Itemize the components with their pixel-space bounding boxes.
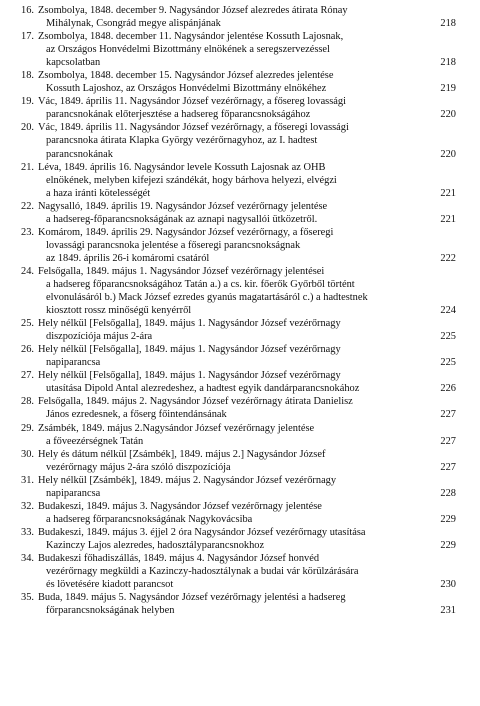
entry-number: 17.	[21, 31, 34, 43]
entry-number: 20.	[21, 122, 34, 134]
entry-number: 21.	[21, 161, 34, 173]
page-number: 227	[440, 461, 456, 473]
entry-title-line: a hadsereg főrparancsnokságának Nagykovácsiba	[46, 513, 253, 525]
entry-title-line: Komárom, 1849. április 29. Nagysándor József vezérőrnagy, a főseregi	[38, 226, 334, 238]
toc-entry	[0, 121, 480, 160]
toc-entry	[0, 95, 480, 121]
entry-number: 28.	[21, 396, 34, 408]
entry-title-line: Budakeszi, 1849. május 3. éjjel 2 óra Nagysándor József vezérőrnagy utasítása	[38, 526, 366, 538]
page-number: 229	[440, 513, 456, 525]
entry-title-line: Felsőgalla, 1849. május 2. Nagysándor József vezérőrnagy átirata Danielisz	[38, 396, 353, 408]
entry-title-line: Zsombolya, 1848. december 11. Nagysándor jelentése Kossuth Lajosnak,	[38, 31, 344, 43]
toc-entry	[0, 395, 480, 421]
entry-number: 25.	[21, 318, 34, 330]
toc-entry	[0, 200, 480, 226]
page-number: 221	[440, 187, 456, 199]
page-number: 226	[440, 383, 456, 395]
entry-title-line: vezérőrnagy május 2-ára szóló diszpozíciója	[46, 461, 231, 473]
entry-number: 35.	[21, 592, 34, 604]
entry-title-line: Hely és dátum nélkül [Zsámbék], 1849. május 2.] Nagysándor József	[38, 448, 326, 460]
toc-entry	[0, 161, 480, 200]
toc-entry	[0, 69, 480, 95]
entry-title-line: Zsombolya, 1848. december 9. Nagysándor József alezredes átirata Rónay	[38, 5, 348, 16]
page-number: 218	[440, 18, 456, 30]
entry-title-line: Felsőgalla, 1849. május 1. Nagysándor József vezérőrnagy jelentései	[38, 265, 325, 277]
entry-number: 18.	[21, 70, 34, 82]
entry-title-line: parancsnokának előterjesztése a hadsereg főparancsnokságához	[46, 109, 311, 121]
entry-title-line: Zsámbék, 1849. május 2.Nagysándor József vezérőrnagy jelentése	[38, 422, 315, 434]
toc-entry	[0, 369, 480, 395]
entry-title-line: Budakeszi, 1849. május 3. Nagysándor József vezérőrnagy jelentése	[38, 500, 322, 512]
toc-entry	[0, 526, 480, 552]
entry-title-line: elvonulásáról b.) Mack József ezredes gyanús magatartásáról c.) a hadtestnek	[46, 292, 368, 304]
entry-title-line: Hely nélkül [Felsőgalla], 1849. május 1. Nagysándor József vezérőrnagy	[38, 318, 341, 330]
page-number: 224	[440, 305, 456, 317]
page-number: 218	[440, 57, 456, 69]
entry-number: 19.	[21, 96, 34, 108]
entry-number: 34.	[21, 552, 34, 564]
page-number: 227	[440, 409, 456, 421]
entry-number: 33.	[21, 526, 34, 538]
entry-title-line: Hely nélkül [Felsőgalla], 1849. május 1. Nagysándor József vezérőrnagy	[38, 370, 341, 382]
page-number: 230	[440, 579, 456, 591]
page-number: 225	[440, 331, 456, 343]
page-number: 220	[440, 148, 456, 160]
entry-title-line: Kazinczy Lajos alezredes, hadosztályparancsnokhoz	[46, 539, 265, 551]
entry-title-line: János ezredesnek, a főserg főintendánsának	[46, 409, 227, 421]
entry-title-line: diszpozíciója május 2-ára	[46, 331, 153, 343]
entry-title-line: kapcsolatban	[46, 57, 101, 69]
toc-entry	[0, 591, 480, 617]
page-number: 225	[440, 357, 456, 369]
toc-entry	[0, 343, 480, 369]
entry-number: 32.	[21, 500, 34, 512]
entry-title-line: napiparancsa	[46, 487, 101, 499]
entry-title-line: a haza iránti kötelességét	[46, 187, 151, 199]
entry-title-line: és lövetésére kiadott parancsot	[46, 579, 174, 591]
entry-title-line: napiparancsa	[46, 357, 101, 369]
entry-title-line: Hely nélkül [Felsőgalla], 1849. május 1. Nagysándor József vezérőrnagy	[38, 344, 341, 356]
entry-title-line: a főveezérségnek Tatán	[46, 435, 144, 447]
entry-title-line: a hadsereg főparancsnokságához Tatán a.) a cs. kir. főerők Győrből történt	[46, 278, 355, 290]
entry-title-line: elnökének, melyben kifejezi szándékát, hogy bárhova helyezi, elvégzi	[46, 174, 337, 186]
entry-number: 29.	[21, 422, 34, 434]
entry-number: 24.	[21, 265, 34, 277]
entry-number: 31.	[21, 474, 34, 486]
page-number: 231	[440, 605, 456, 617]
entry-title-line: főrparancsnokságának helyben	[46, 605, 175, 617]
entry-title-line: vezérőrnagy megküldi a Kazinczy-hadosztálynak a budai vár körülzárására	[46, 566, 359, 578]
page-number: 229	[440, 539, 456, 551]
entry-title-line: a hadsereg-főparancsnokságának az aznapi nagysallói ütközetről.	[46, 213, 318, 225]
page-number: 219	[440, 83, 456, 95]
entry-number: 23.	[21, 226, 34, 238]
entry-title-line: parancsnoka átirata Klapka György vezérőrnagyhoz, az I. hadtest	[46, 135, 318, 147]
entry-title-line: lovassági parancsnoka jelentése a főseregi parancsnokságnak	[46, 239, 301, 251]
toc-entry	[0, 317, 480, 343]
entry-number: 16.	[21, 5, 34, 16]
entry-number: 30.	[21, 448, 34, 460]
toc-entry	[0, 30, 480, 69]
page-number: 221	[440, 213, 456, 225]
entry-title-line: kiosztott rossz minőségű kenyérről	[46, 305, 192, 317]
entry-title-line: Hely nélkül [Zsámbék], 1849. május 2. Nagysándor József vezérőrnagy	[38, 474, 337, 486]
entry-title-line: Vác, 1849. április 11. Nagysándor József vezérőrnagy, a fősereg lovassági	[38, 96, 346, 108]
entry-title-line: Vác, 1849. április 11. Nagysándor József vezérőrnagy, a főseregi lovassági	[38, 122, 349, 134]
toc-entry	[0, 4, 480, 30]
page-number: 220	[440, 109, 456, 121]
entry-number: 22.	[21, 200, 34, 212]
entry-title-line: Nagysalló, 1849. április 19. Nagysándor József vezérőrnagy jelentése	[38, 200, 328, 212]
entry-title-line: Léva, 1849. április 16. Nagysándor levele Kossuth Lajosnak az OHB	[38, 161, 326, 173]
page-number: 227	[440, 435, 456, 447]
entry-number: 27.	[21, 370, 34, 382]
toc-entry	[0, 422, 480, 448]
entry-number: 26.	[21, 344, 34, 356]
toc-entry	[0, 448, 480, 474]
entry-title-line: parancsnokának	[46, 148, 113, 160]
entry-title-line: Kossuth Lajoshoz, az Országos Honvédelmi Bizottmány elnökéhez	[46, 83, 327, 95]
entry-title-line: Zsombolya, 1848. december 15. Nagysándor József alezredes jelentése	[38, 70, 334, 82]
toc-entry	[0, 474, 480, 500]
entry-title-line: Buda, 1849. május 5. Nagysándor József vezérőrnagy jelentési a hadsereg	[38, 592, 346, 604]
toc-entry	[0, 265, 480, 317]
page-number: 222	[440, 252, 456, 264]
entry-title-line: az 1849. április 26-i komáromi csatáról	[46, 252, 210, 264]
toc-entry	[0, 226, 480, 265]
toc-entry	[0, 552, 480, 591]
entry-title-line: Budakeszi főhadiszállás, 1849. május 4. Nagysándor József honvéd	[38, 552, 320, 564]
toc-entry	[0, 500, 480, 526]
entry-title-line: az Országos Honvédelmi Bizottmány elnökének a seregszervezéssel	[46, 44, 330, 56]
entry-title-line: Mihálynak, Csongrád megye alispánjának	[46, 18, 221, 30]
entry-title-line: utasítása Dipold Antal alezredeshez, a hadtest egyik dandárparancsnokához	[46, 383, 360, 395]
table-of-contents	[0, 4, 480, 617]
page-number: 228	[440, 487, 456, 499]
